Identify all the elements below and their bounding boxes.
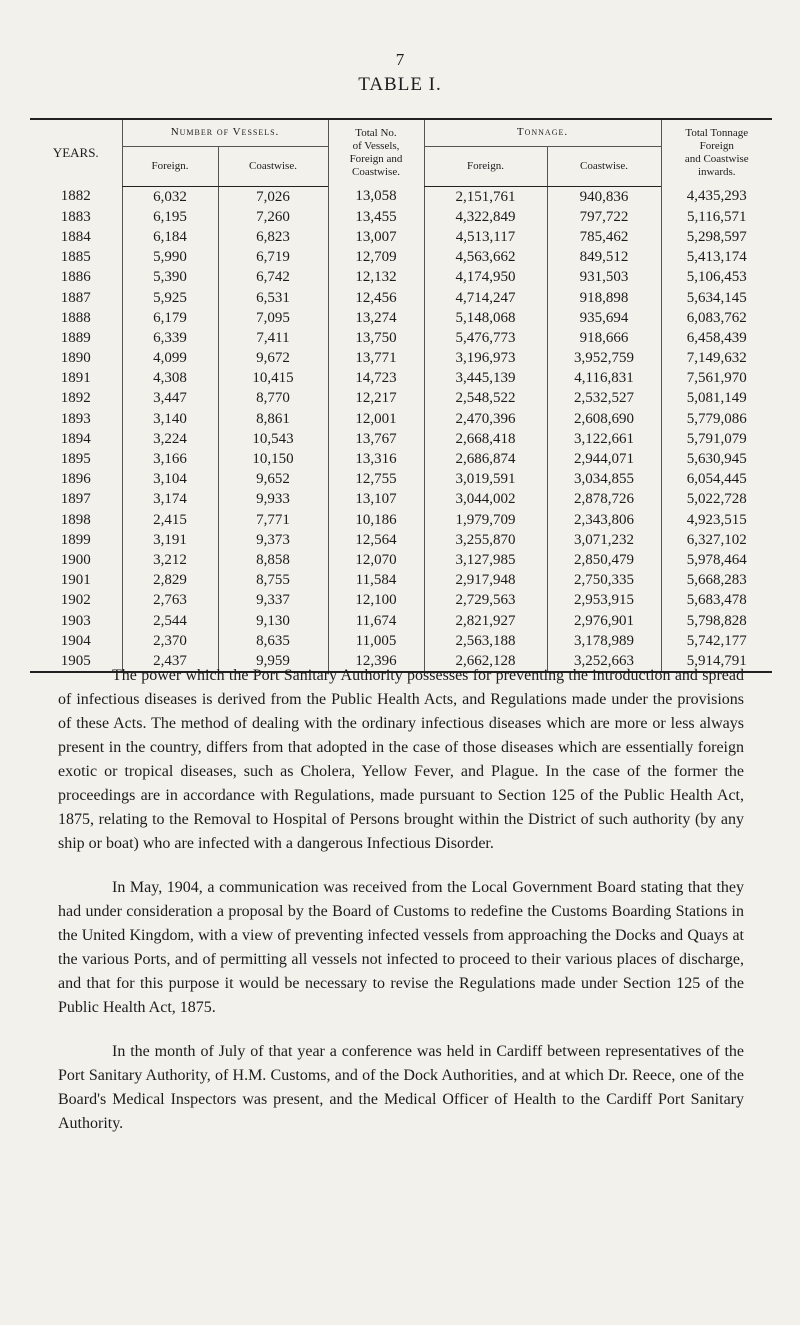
table-row — [30, 429, 772, 449]
table-body — [30, 186, 772, 672]
tonnage-coastwise-cell: 918,666 — [547, 328, 661, 348]
tonnage-total-cell: 4,923,515 — [661, 510, 772, 530]
vessels-foreign-cell: 2,829 — [122, 570, 218, 590]
tonnage-total-cell: 5,798,828 — [661, 610, 772, 630]
vessels-foreign-cell: 3,166 — [122, 449, 218, 469]
vessels-foreign-cell: 3,191 — [122, 530, 218, 550]
tonnage-total-cell: 5,413,174 — [661, 247, 772, 267]
vessels-coastwise-cell: 7,260 — [218, 207, 328, 227]
vessels-foreign-cell: 3,224 — [122, 429, 218, 449]
table-row — [30, 570, 772, 590]
vessels-total-cell: 12,100 — [328, 590, 424, 610]
vessels-coastwise-cell: 9,373 — [218, 530, 328, 550]
year-cell: 1889 — [60, 329, 91, 346]
tonnage-foreign-cell: 4,322,849 — [424, 207, 547, 227]
header-tonnage: Tonnage. — [424, 119, 661, 146]
paragraph: In the month of July of that year a conference was held in Cardiff between representatives of the Port Sanitary Authority, of H.M. Customs, and of the Dock Authorities, and at which Dr. Reece, one of the Board's Medical Inspectors was present, and the Medical Officer of Health to the Cardiff Port Sanitary Authority. — [58, 1043, 744, 1132]
header-total-tonnage: Total Tonnage Foreign and Coastwise inwards. — [661, 119, 772, 186]
vessels-coastwise-cell: 9,652 — [218, 469, 328, 489]
vessels-coastwise-cell: 6,531 — [218, 287, 328, 307]
tonnage-foreign-cell: 1,979,709 — [424, 510, 547, 530]
year-cell: 1905 — [60, 652, 91, 669]
vessels-total-cell: 13,316 — [328, 449, 424, 469]
vessels-foreign-cell: 5,390 — [122, 267, 218, 287]
tonnage-total-cell: 5,668,283 — [661, 570, 772, 590]
year-cell: 1903 — [60, 612, 91, 629]
tonnage-total-cell: 5,630,945 — [661, 449, 772, 469]
tonnage-foreign-cell: 3,445,139 — [424, 368, 547, 388]
vessels-total-cell: 12,001 — [328, 409, 424, 429]
vessels-total-cell: 12,070 — [328, 550, 424, 570]
tonnage-total-cell: 5,978,464 — [661, 550, 772, 570]
vessels-foreign-cell: 3,140 — [122, 409, 218, 429]
vessels-coastwise-cell: 8,858 — [218, 550, 328, 570]
year-cell: 1893 — [60, 410, 91, 427]
year-cell: 1894 — [60, 430, 91, 447]
year-cell: 1891 — [60, 370, 91, 387]
year-cell: 1904 — [60, 632, 91, 649]
tonnage-coastwise-cell: 935,694 — [547, 308, 661, 328]
vessels-total-cell: 13,750 — [328, 328, 424, 348]
vessels-coastwise-cell: 6,719 — [218, 247, 328, 267]
header-vessels-coastwise: Coastwise. — [218, 146, 328, 186]
tonnage-total-cell: 5,022,728 — [661, 489, 772, 509]
header-tonnage-foreign: Foreign. — [424, 146, 547, 186]
vessels-coastwise-cell: 8,861 — [218, 409, 328, 429]
year-cell: 1898 — [60, 511, 91, 528]
vessels-tonnage-table — [30, 118, 772, 673]
year-cell: 1890 — [60, 350, 91, 367]
tonnage-total-cell: 5,791,079 — [661, 429, 772, 449]
table-row — [30, 469, 772, 489]
year-cell: 1884 — [60, 228, 91, 245]
tonnage-foreign-cell: 3,044,002 — [424, 489, 547, 509]
vessels-coastwise-cell: 7,411 — [218, 328, 328, 348]
tonnage-foreign-cell: 3,255,870 — [424, 530, 547, 550]
tonnage-coastwise-cell: 2,944,071 — [547, 449, 661, 469]
tonnage-total-cell: 6,458,439 — [661, 328, 772, 348]
year-cell: 1888 — [60, 309, 91, 326]
year-cell: 1897 — [60, 491, 91, 508]
vessels-foreign-cell: 6,195 — [122, 207, 218, 227]
tonnage-total-cell: 5,116,571 — [661, 207, 772, 227]
vessels-foreign-cell: 3,174 — [122, 489, 218, 509]
year-cell: 1896 — [60, 471, 91, 488]
tonnage-coastwise-cell: 3,952,759 — [547, 348, 661, 368]
vessels-coastwise-cell: 7,026 — [218, 186, 328, 207]
header-total-vessels: Total No. of Vessels, Foreign and Coastwise. — [328, 119, 424, 186]
tonnage-coastwise-cell: 918,898 — [547, 287, 661, 307]
tonnage-coastwise-cell: 4,116,831 — [547, 368, 661, 388]
year-cell: 1902 — [60, 592, 91, 609]
tonnage-total-cell: 5,298,597 — [661, 227, 772, 247]
vessels-foreign-cell: 6,339 — [122, 328, 218, 348]
tonnage-foreign-cell: 5,476,773 — [424, 328, 547, 348]
vessels-coastwise-cell: 9,933 — [218, 489, 328, 509]
tonnage-coastwise-cell: 785,462 — [547, 227, 661, 247]
year-cell: 1882 — [60, 188, 91, 205]
vessels-foreign-cell: 4,308 — [122, 368, 218, 388]
vessels-foreign-cell: 6,032 — [122, 186, 218, 207]
tonnage-foreign-cell: 3,196,973 — [424, 348, 547, 368]
year-cell: 1899 — [60, 531, 91, 548]
vessels-total-cell: 11,005 — [328, 631, 424, 651]
header-vessels-foreign: Foreign. — [122, 146, 218, 186]
vessels-total-cell: 12,132 — [328, 267, 424, 287]
tonnage-coastwise-cell: 3,034,855 — [547, 469, 661, 489]
vessels-foreign-cell: 2,437 — [122, 651, 218, 672]
vessels-coastwise-cell: 6,823 — [218, 227, 328, 247]
tonnage-total-cell: 7,149,632 — [661, 348, 772, 368]
vessels-coastwise-cell: 6,742 — [218, 267, 328, 287]
tonnage-coastwise-cell: 2,532,527 — [547, 388, 661, 408]
tonnage-coastwise-cell: 2,850,479 — [547, 550, 661, 570]
year-cell: 1887 — [60, 289, 91, 306]
table-row — [30, 207, 772, 227]
tonnage-coastwise-cell: 2,343,806 — [547, 510, 661, 530]
vessels-foreign-cell: 3,447 — [122, 388, 218, 408]
tonnage-foreign-cell: 3,019,591 — [424, 469, 547, 489]
tonnage-total-cell: 6,083,762 — [661, 308, 772, 328]
tonnage-coastwise-cell: 3,122,661 — [547, 429, 661, 449]
vessels-total-cell: 12,396 — [328, 651, 424, 672]
table-row — [30, 388, 772, 408]
year-cell: 1885 — [60, 249, 91, 266]
tonnage-total-cell: 5,634,145 — [661, 287, 772, 307]
vessels-total-cell: 13,058 — [328, 186, 424, 207]
tonnage-foreign-cell: 4,714,247 — [424, 287, 547, 307]
vessels-coastwise-cell: 9,672 — [218, 348, 328, 368]
year-cell: 1895 — [60, 451, 91, 468]
tonnage-coastwise-cell: 797,722 — [547, 207, 661, 227]
tonnage-coastwise-cell: 3,071,232 — [547, 530, 661, 550]
vessels-coastwise-cell: 9,337 — [218, 590, 328, 610]
page-number: 7 — [395, 50, 405, 69]
tonnage-total-cell: 5,683,478 — [661, 590, 772, 610]
tonnage-total-cell: 7,561,970 — [661, 368, 772, 388]
vessels-foreign-cell: 6,184 — [122, 227, 218, 247]
tonnage-foreign-cell: 5,148,068 — [424, 308, 547, 328]
table-row — [30, 328, 772, 348]
vessels-coastwise-cell: 9,959 — [218, 651, 328, 672]
tonnage-foreign-cell: 2,821,927 — [424, 610, 547, 630]
body-text — [58, 664, 744, 1136]
tonnage-total-cell: 5,081,149 — [661, 388, 772, 408]
table-title: TABLE I. — [358, 74, 442, 95]
vessels-total-cell: 12,456 — [328, 287, 424, 307]
tonnage-foreign-cell: 2,563,188 — [424, 631, 547, 651]
paragraph: In May, 1904, a communication was received from the Local Government Board stating that they had under consideration a proposal by the Board of Customs to redefine the Customs Boarding Stations in the United Kingdom, with a view of preventing infected vessels from approaching the Docks and Quays at the various Ports, and of permitting all vessels not infected to proceed to their various places of discharge, and that for this purpose it would be necessary to revise the Regulations made under Section 125 of the Public Health Act, 1875. — [58, 879, 744, 1016]
vessels-total-cell: 12,755 — [328, 469, 424, 489]
tonnage-foreign-cell: 2,470,396 — [424, 409, 547, 429]
year-cell: 1886 — [60, 269, 91, 286]
tonnage-total-cell: 4,435,293 — [661, 186, 772, 207]
tonnage-foreign-cell: 2,662,128 — [424, 651, 547, 672]
tonnage-foreign-cell: 4,563,662 — [424, 247, 547, 267]
tonnage-total-cell: 5,914,791 — [661, 651, 772, 672]
tonnage-coastwise-cell: 2,976,901 — [547, 610, 661, 630]
table-row — [30, 368, 772, 388]
vessels-coastwise-cell: 10,415 — [218, 368, 328, 388]
vessels-total-cell: 11,674 — [328, 610, 424, 630]
vessels-foreign-cell: 4,099 — [122, 348, 218, 368]
vessels-foreign-cell: 2,763 — [122, 590, 218, 610]
tonnage-coastwise-cell: 2,878,726 — [547, 489, 661, 509]
paragraph: The power which the Port Sanitary Authority possesses for preventing the introduction and spread of infectious diseases is derived from the Public Health Acts, and Regulations made under the provisions of these Acts. The method of dealing with the ordinary infectious diseases which are more or less always present in the country, differs from that adopted in the case of those diseases which are essentially foreign exotic or tropical diseases, such as Cholera, Yellow Fever, and Plague. In the case of the former the proceedings are in accordance with Regulations, made pursuant to Section 125 of the Public Health Act, 1875, relating to the Removal to Hospital of Persons brought within the District of such authority (by any ship or boat) who are infected with a dangerous Infectious Disorder. — [58, 667, 744, 852]
vessels-total-cell: 12,709 — [328, 247, 424, 267]
vessels-total-cell: 12,217 — [328, 388, 424, 408]
vessels-total-cell: 13,274 — [328, 308, 424, 328]
vessels-coastwise-cell: 7,095 — [218, 308, 328, 328]
vessels-foreign-cell: 2,415 — [122, 510, 218, 530]
tonnage-foreign-cell: 2,686,874 — [424, 449, 547, 469]
tonnage-foreign-cell: 4,513,117 — [424, 227, 547, 247]
tonnage-foreign-cell: 2,548,522 — [424, 388, 547, 408]
year-cell: 1900 — [60, 551, 91, 568]
tonnage-foreign-cell: 2,668,418 — [424, 429, 547, 449]
table-row — [30, 409, 772, 429]
header-tonnage-coastwise: Coastwise. — [547, 146, 661, 186]
vessels-total-cell: 13,455 — [328, 207, 424, 227]
year-cell: 1892 — [60, 390, 91, 407]
table-row — [30, 530, 772, 550]
table-row — [30, 247, 772, 267]
vessels-total-cell: 13,771 — [328, 348, 424, 368]
table-row — [30, 510, 772, 530]
vessels-coastwise-cell: 8,635 — [218, 631, 328, 651]
table-row — [30, 489, 772, 509]
tonnage-foreign-cell: 3,127,985 — [424, 550, 547, 570]
table-row — [30, 590, 772, 610]
tonnage-coastwise-cell: 2,750,335 — [547, 570, 661, 590]
tonnage-coastwise-cell: 2,608,690 — [547, 409, 661, 429]
table-row — [30, 550, 772, 570]
vessels-foreign-cell: 3,104 — [122, 469, 218, 489]
vessels-foreign-cell: 3,212 — [122, 550, 218, 570]
tonnage-total-cell: 5,742,177 — [661, 631, 772, 651]
vessels-total-cell: 10,186 — [328, 510, 424, 530]
table-row — [30, 631, 772, 651]
vessels-coastwise-cell: 9,130 — [218, 610, 328, 630]
tonnage-foreign-cell: 2,151,761 — [424, 186, 547, 207]
table-row — [30, 348, 772, 368]
tonnage-foreign-cell: 4,174,950 — [424, 267, 547, 287]
tonnage-total-cell: 5,106,453 — [661, 267, 772, 287]
vessels-total-cell: 12,564 — [328, 530, 424, 550]
table-row — [30, 227, 772, 247]
vessels-foreign-cell: 2,370 — [122, 631, 218, 651]
table-row — [30, 610, 772, 630]
header-number-of-vessels: Number of Vessels. — [122, 119, 328, 146]
tonnage-foreign-cell: 2,729,563 — [424, 590, 547, 610]
table-row — [30, 449, 772, 469]
vessels-coastwise-cell: 8,755 — [218, 570, 328, 590]
table-row — [30, 287, 772, 307]
header-years: YEARS. — [52, 144, 99, 160]
vessels-coastwise-cell: 7,771 — [218, 510, 328, 530]
vessels-foreign-cell: 5,925 — [122, 287, 218, 307]
vessels-total-cell: 13,767 — [328, 429, 424, 449]
tonnage-coastwise-cell: 3,252,663 — [547, 651, 661, 672]
tonnage-total-cell: 6,054,445 — [661, 469, 772, 489]
tonnage-coastwise-cell: 940,836 — [547, 186, 661, 207]
vessels-total-cell: 11,584 — [328, 570, 424, 590]
vessels-coastwise-cell: 10,150 — [218, 449, 328, 469]
vessels-coastwise-cell: 10,543 — [218, 429, 328, 449]
table-row — [30, 186, 772, 207]
vessels-total-cell: 14,723 — [328, 368, 424, 388]
tonnage-coastwise-cell: 849,512 — [547, 247, 661, 267]
tonnage-foreign-cell: 2,917,948 — [424, 570, 547, 590]
vessels-total-cell: 13,007 — [328, 227, 424, 247]
table-row — [30, 267, 772, 287]
tonnage-coastwise-cell: 931,503 — [547, 267, 661, 287]
vessels-foreign-cell: 2,544 — [122, 610, 218, 630]
year-cell: 1901 — [60, 572, 91, 589]
tonnage-total-cell: 5,779,086 — [661, 409, 772, 429]
tonnage-total-cell: 6,327,102 — [661, 530, 772, 550]
tonnage-coastwise-cell: 3,178,989 — [547, 631, 661, 651]
vessels-foreign-cell: 6,179 — [122, 308, 218, 328]
vessels-coastwise-cell: 8,770 — [218, 388, 328, 408]
year-cell: 1883 — [60, 208, 91, 225]
table-row — [30, 308, 772, 328]
tonnage-coastwise-cell: 2,953,915 — [547, 590, 661, 610]
vessels-total-cell: 13,107 — [328, 489, 424, 509]
vessels-foreign-cell: 5,990 — [122, 247, 218, 267]
